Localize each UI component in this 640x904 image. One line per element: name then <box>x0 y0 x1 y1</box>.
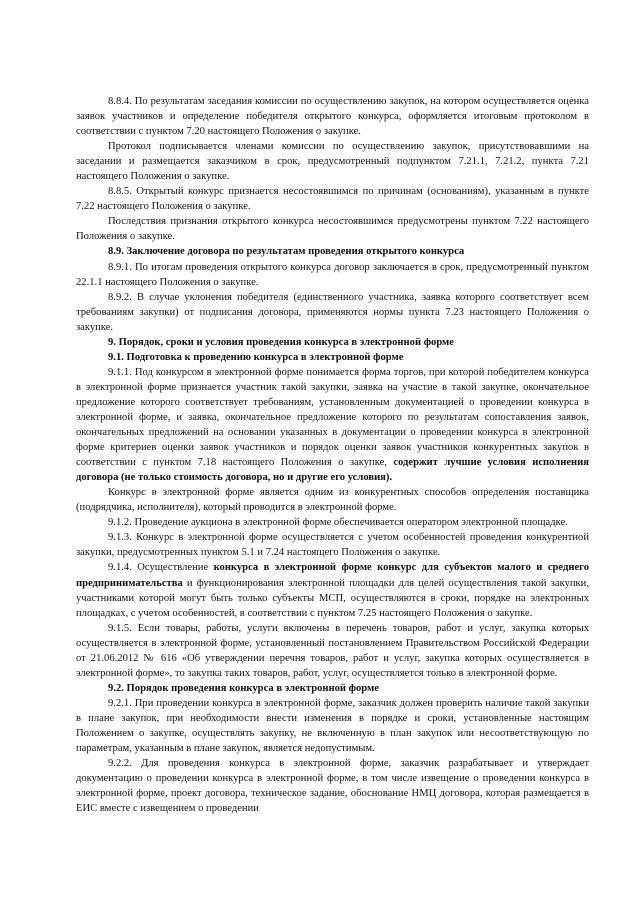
document-page <box>76 94 589 816</box>
heading-9-2: 9.2. Порядок проведения конкурса в электронной форме <box>108 682 379 694</box>
paragraph-9-1-2: 9.1.2. Проведение аукциона в электронной форме обеспечивается оператором электронной площадке. <box>108 517 568 529</box>
paragraph-protocol: Протокол подписывается членами комиссии по осуществлению закупок, присутствовавшими на заседании и размещается заказчиком в срок, предусмотренный подпунктом 7.21.1, 7.21.2, пункта 7.21 настоящего Положения о закупке. <box>76 141 589 183</box>
paragraph-consequences: Последствия признания открытого конкурса несостоявшимся предусмотрены пунктом 7.22 настоящего Положения о закупке. <box>76 216 589 243</box>
paragraph-competition: Конкурс в электронной форме является одним из конкурентных способов определения поставщика (подрядчика, исполнителя), который проводится в электронной форме. <box>76 487 589 514</box>
heading-8-9: 8.9. Заключение договора по результатам проведения открытого конкурса <box>108 246 465 258</box>
paragraph-9-1-4-lead: 9.1.4. Осуществление <box>108 562 209 574</box>
paragraph-9-2-2: 9.2.2. Для проведения конкурса в электронной форме, заказчик разрабатывает и утверждает документацию о проведении конкурса в электронной форме, в том числе извещение о проведении конкурса в электронной форме, проект договора, техническое задание, обоснование НМЦ договора, которая размещается в ЕИС вместе с извещением о проведении <box>76 758 589 815</box>
paragraph-9-1-4-rest: и функционирования электронной площадки для целей осуществления такой закупки, участниками которой могут быть только субъекты МСП, осуществляются в сроки, порядке на электронных площадках, с учетом особенностей, в соответствии с пунктом 7.25 настоящего Положения о закупке. <box>76 577 590 619</box>
paragraph-8-8-4: 8.8.4. По результатам заседания комиссии по осуществлению закупок, на котором осуществляется оценка заявок участников и определение победителя открытого конкурса, оформляется итоговым протоколом в соответствии с пунктом 7.20 настоящего Положения о закупке. <box>76 96 589 138</box>
paragraph-8-9-2: 8.9.2. В случае уклонения победителя (единственного участника, заявка которого соответствует всем требованиям закупки) от подписания договора, применяются нормы пункта 7.23 настоящего Положения о закупке. <box>76 291 589 333</box>
paragraph-9-1-5: 9.1.5. Если товары, работы, услуги включены в перечень товаров, работ и услуг, закупка которых осуществляется в электронной форме, установленный постановлением Правительством Российской Федерации от 21.06.2012 № 616 «Об утверждении перечня товаров, работ и услуг, закупка которых осуществляется в электронной форме», то закупка таких товаров, работ, услуг, осуществляется только в электронной форме. <box>76 622 589 679</box>
paragraph-9-1-4-bold-text: конкурса в электронной форме конкурс для субъектов малого и среднего предпринимательства <box>76 562 589 589</box>
paragraph-9-1-4 <box>76 560 589 620</box>
paragraph-9-1-1-text: 9.1.1. Под конкурсом в электронной форме понимается форма торгов, при которой победителем конкурса в электронной форме признается участник такой закупки, заявка на участие в такой закупке, окончательное предложение которого соответствует требованиям, установленным документацией о проведении конкурса в электронной форме, и заявка, окончательное предложение которого по результатам сопоставления заявок, окончательных предложений на основании указанных в документации о проведении конкурса в электронной форме критериев оценки заявок участников и порядок оценки заявок участников конкурентных закупок в соответствии с пунктом 7.18 настоящего Положения о закупке, <box>76 366 589 469</box>
paragraph-9-1-3: 9.1.3. Конкурс в электронной форме осуществляется с учетом особенностей проведения конкурентной закупки, предусмотренных пунктом 5.1 и 7.24 настоящего Положения о закупке. <box>76 532 589 559</box>
paragraph-8-9-1: 8.9.1. По итогам проведения открытого конкурса договор заключается в срок, предусмотренный пунктом 22.1.1 настоящего Положения о закупке. <box>76 261 589 288</box>
paragraph-9-1-1 <box>76 365 589 485</box>
paragraph-9-2-1: 9.2.1. При проведении конкурса в электронной форме, заказчик должен проверить наличие такой закупки в плане закупок, при необходимости внести изменения в порядке и сроки, установленные настоящим Положением о закупке, осуществлять закупку, не включенную в план закупок или несоответствующую по параметрам, указанным в плане закупок, является недопустимым. <box>76 697 589 755</box>
heading-9-1: 9.1. Подготовка к проведению конкурса в электронной форме <box>108 351 404 363</box>
heading-9: 9. Порядок, сроки и условия проведения конкурса в электронной форме <box>108 336 454 348</box>
paragraph-8-8-5: 8.8.5. Открытый конкурс признается несостоявшимся по причинам (основаниям), указанным в пункте 7.22 настоящего Положения о закупке. <box>76 186 589 213</box>
paragraph-9-1-1-bold-text: содержит лучшие условия исполнения договора (не только стоимость договора, но и другие его условия). <box>76 457 589 484</box>
